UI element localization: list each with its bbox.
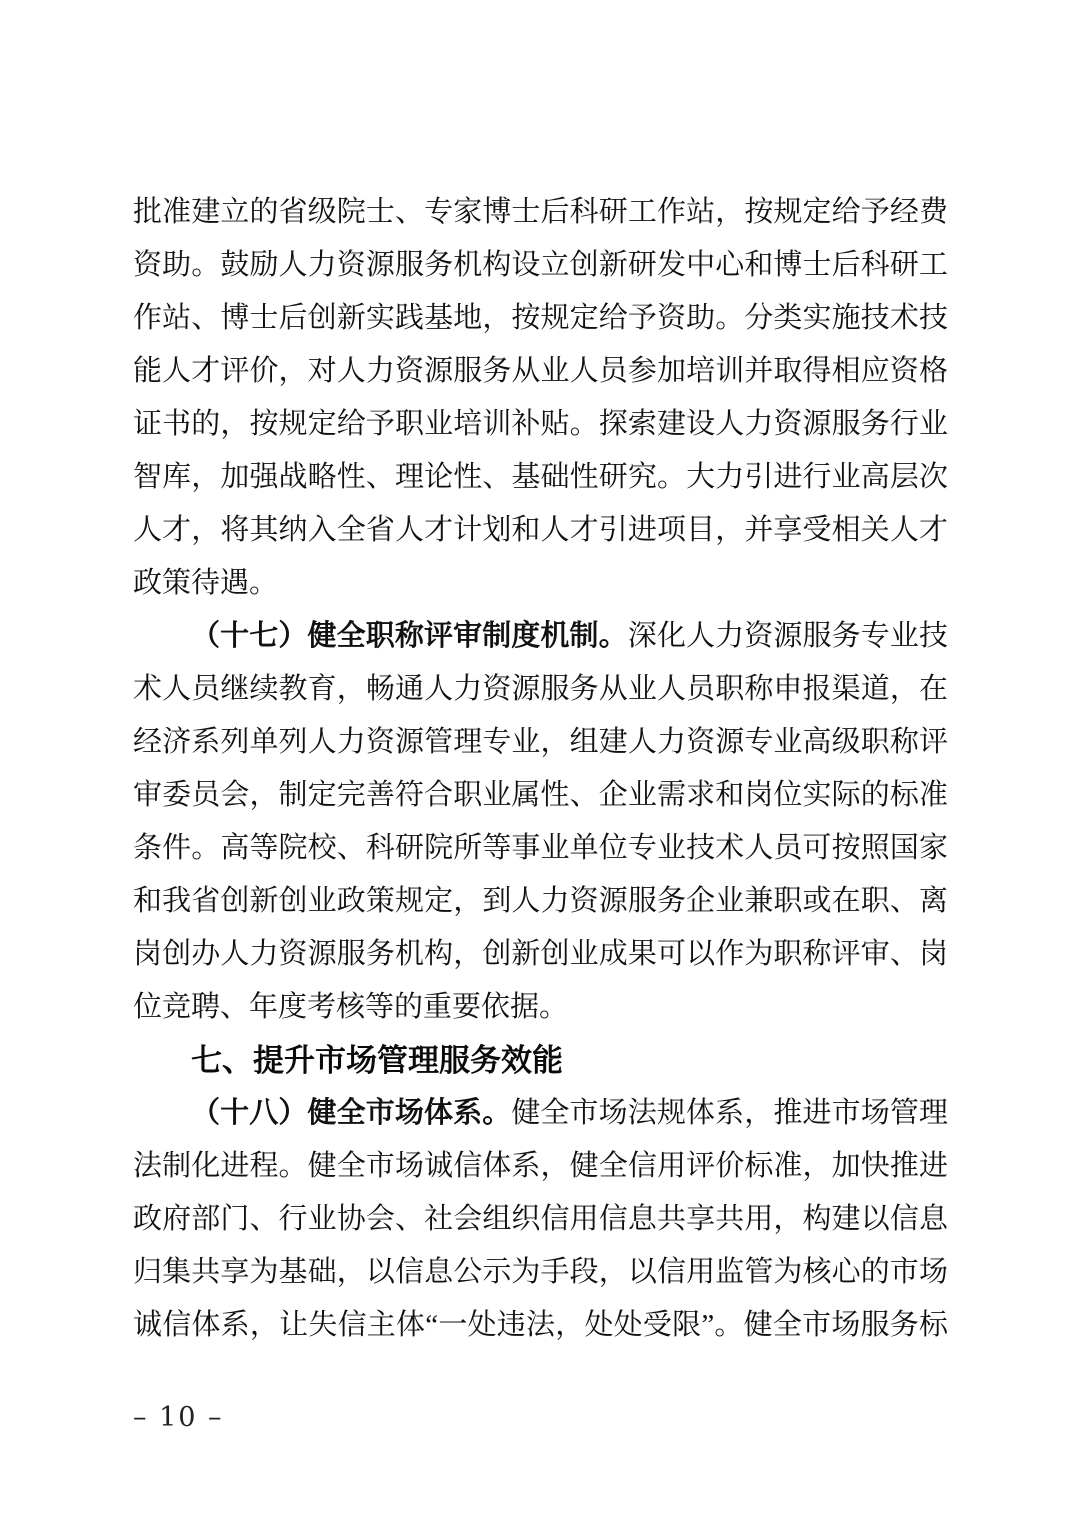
- body-line: 法制化进程。健全市场诚信体系，健全信用评价标准，加快推进: [133, 1150, 948, 1182]
- page-number: – 10 –: [133, 1402, 224, 1433]
- body-line: 岗创办人力资源服务机构，创新创业成果可以作为职称评审、岗: [133, 938, 948, 970]
- body-line: 智库，加强战略性、理论性、基础性研究。大力引进行业高层次: [133, 461, 948, 493]
- body-line: 术人员继续教育，畅通人力资源服务从业人员职称申报渠道，在: [133, 673, 948, 705]
- paragraph-18-lead: （十八）健全市场体系。: [191, 1097, 512, 1129]
- section-heading: 七、提升市场管理服务效能: [191, 1043, 563, 1078]
- body-line: 人才，将其纳入全省人才计划和人才引进项目，并享受相关人才: [133, 514, 948, 546]
- body-line: 批准建立的省级院士、专家博士后科研工作站，按规定给予经费: [133, 196, 948, 228]
- body-line: 审委员会，制定完善符合职业属性、企业需求和岗位实际的标准: [133, 779, 948, 811]
- document-body: [133, 186, 948, 1352]
- body-line: 条件。高等院校、科研院所等事业单位专业技术人员可按照国家: [133, 832, 948, 864]
- body-line: 能人才评价，对人力资源服务从业人员参加培训并取得相应资格: [133, 355, 948, 387]
- body-line: 诚信体系，让失信主体“一处违法，处处受限”。健全市场服务标: [133, 1309, 948, 1341]
- paragraph-17-first-line: [133, 610, 948, 663]
- body-line: 证书的，按规定给予职业培训补贴。探索建设人力资源服务行业: [133, 408, 948, 440]
- paragraph-17-first-line-rest: 深化人力资源服务专业技: [627, 620, 948, 652]
- paragraph-18-first-line-rest: 健全市场法规体系，推进市场管理: [511, 1097, 948, 1129]
- body-line: 经济系列单列人力资源管理专业，组建人力资源专业高级职称评: [133, 726, 948, 758]
- body-line: 归集共享为基础，以信息公示为手段，以信用监管为核心的市场: [133, 1256, 948, 1288]
- paragraph-17-lead: （十七）健全职称评审制度机制。: [191, 620, 628, 652]
- body-line: 政策待遇。: [133, 567, 279, 599]
- body-line: 位竞聘、年度考核等的重要依据。: [133, 991, 569, 1023]
- paragraph-18-first-line: [133, 1087, 948, 1140]
- body-line: 资助。鼓励人力资源服务机构设立创新研发中心和博士后科研工: [133, 249, 948, 281]
- body-line: 政府部门、行业协会、社会组织信用信息共享共用，构建以信息: [133, 1203, 948, 1235]
- body-line: 和我省创新创业政策规定，到人力资源服务企业兼职或在职、离: [133, 885, 948, 917]
- body-line: 作站、博士后创新实践基地，按规定给予资助。分类实施技术技: [133, 302, 948, 334]
